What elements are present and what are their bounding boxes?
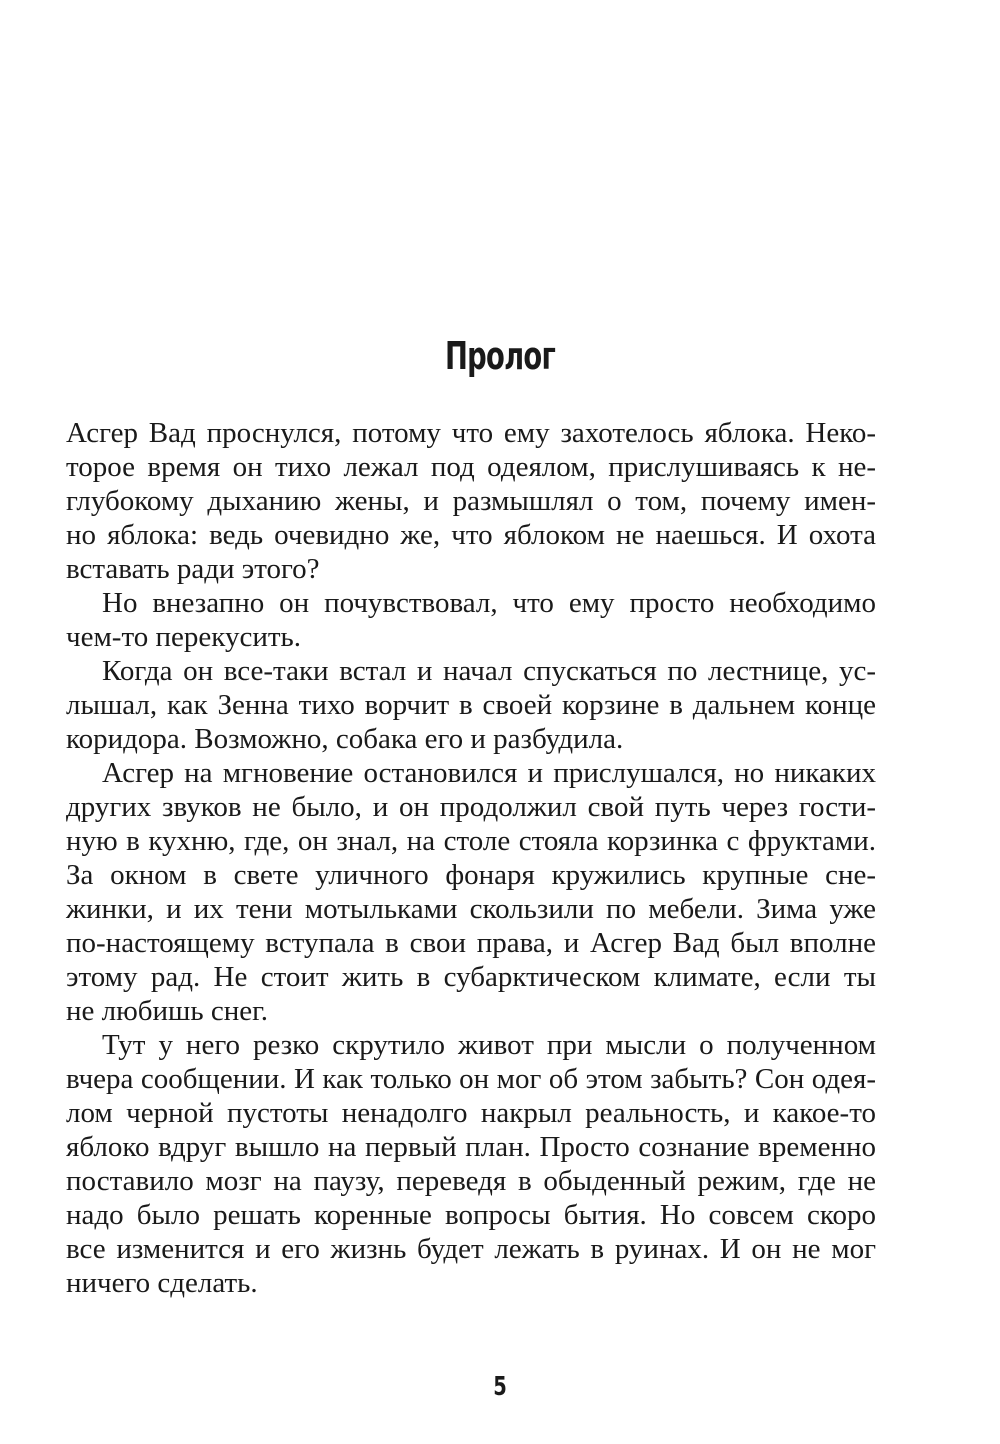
text-line: этому рад. Не стоит жить в субарктическом климате, если ты (66, 961, 876, 993)
text-line: лом черной пустоты ненадолго накрыл реальность, и какое-то (66, 1097, 876, 1129)
chapter-title: Пролог (444, 334, 556, 378)
text-line: других звуков не было, и он продолжил свой путь через гости- (66, 791, 876, 823)
text-line: ную в кухню, где, он знал, на столе стояла корзинка с фруктами. (66, 825, 876, 857)
text-line: глубокому дыханию жены, и размышлял о том, почему имен- (66, 485, 876, 517)
text-line: но яблока: ведь очевидно же, что яблоком не наешься. И охота (66, 519, 876, 551)
text-line: чем-то перекусить. (66, 621, 301, 653)
text-line: вчера сообщении. И как только он мог об этом забыть? Сон одея- (66, 1063, 876, 1095)
text-line: Тут у него резко скрутило живот при мысли о полученном (102, 1029, 876, 1061)
text-line: надо было решать коренные вопросы бытия. Но совсем скоро (66, 1199, 876, 1231)
text-line: За окном в свете уличного фонаря кружились крупные сне- (66, 859, 876, 891)
text-line: Асгер Вад проснулся, потому что ему захотелось яблока. Неко- (66, 417, 876, 449)
text-line: ничего сделать. (66, 1267, 258, 1299)
text-line: поставило мозг на паузу, переведя в обыденный режим, где не (66, 1165, 876, 1197)
page-number: 5 (493, 1372, 507, 1402)
text-line: жинки, и их тени мотыльками скользили по мебели. Зима уже (66, 893, 876, 925)
text-line: торое время он тихо лежал под одеялом, прислушиваясь к не- (66, 451, 876, 483)
text-line: Когда он все-таки встал и начал спускаться по лестнице, ус- (102, 655, 876, 687)
text-line: Асгер на мгновение остановился и прислушался, но никаких (102, 757, 876, 789)
text-line: лышал, как Зенна тихо ворчит в своей корзине в дальнем конце (66, 689, 876, 721)
text-line: по-настоящему вступала в свои права, и Асгер Вад был вполне (66, 927, 876, 959)
text-line: вставать ради этого? (66, 553, 320, 585)
text-line: яблоко вдруг вышло на первый план. Просто сознание временно (66, 1131, 876, 1163)
text-line: не любишь снег. (66, 995, 268, 1027)
body-text (66, 416, 876, 1300)
text-line: все изменится и его жизнь будет лежать в руинах. И он не мог (66, 1233, 876, 1265)
text-line: коридора. Возможно, собака его и разбудила. (66, 723, 624, 755)
text-line: Но внезапно он почувствовал, что ему просто необходимо (102, 587, 876, 619)
